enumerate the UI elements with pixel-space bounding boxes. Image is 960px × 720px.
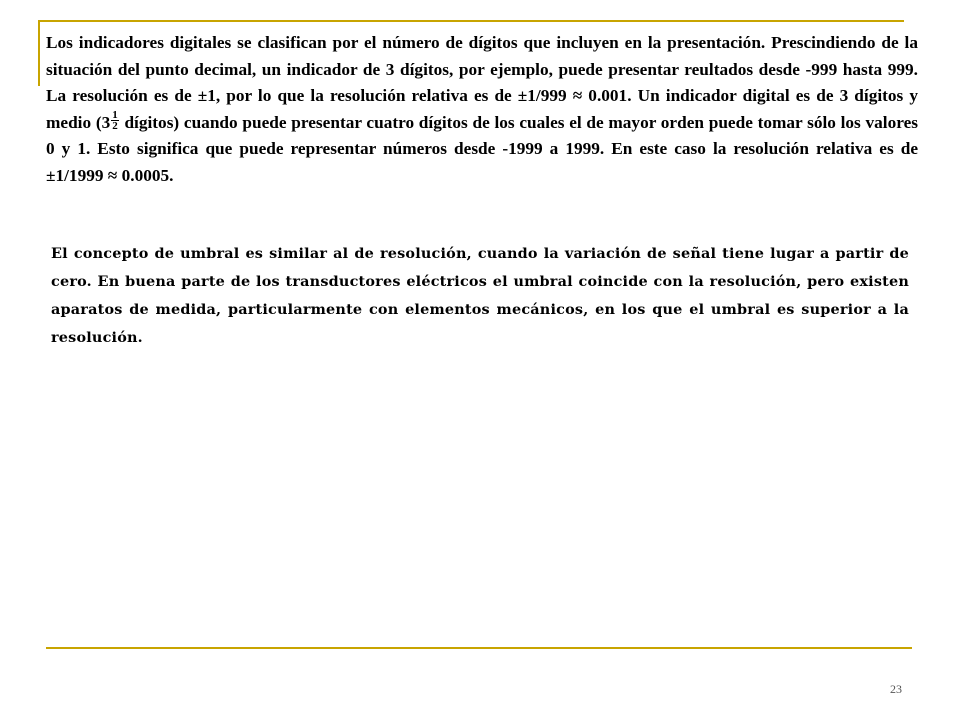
one-half-fraction	[111, 110, 119, 131]
digital-indicators-paragraph	[46, 30, 918, 189]
fraction-denominator: 2	[112, 120, 118, 133]
page-number: 23	[890, 682, 902, 696]
para1-line: Los indicadores digitales se clasifican por el número de dígitos que incluyen en la presentación.	[46, 33, 766, 52]
para1-line: de ±1/1999 ≈ 0.0005.	[46, 139, 918, 185]
para1-line: dígitos) cuando puede	[119, 112, 287, 132]
top-divider	[38, 20, 904, 22]
para1-line: presentar reultados desde -999 hasta 999. La resolución es de ±1, por lo que la resolución relativa	[46, 59, 918, 105]
para1-line: Prescindiendo de la situación del punto decimal, un indicador de 3 dígitos, por ejemplo, puede	[46, 33, 919, 79]
para1-line: significa que puede representar números desde -1999 a 1999. En este caso la resolución relativa es	[136, 139, 894, 158]
threshold-paragraph: El concepto de umbral es similar al de resolución, cuando la variación de señal tiene lugar a partir de cero. En buena parte de los transductores eléctricos el umbral coincide con la resolución, pero existen aparatos de medida, particularmente con elementos mecánicos, en los que el umbral es superior a la resolución.	[51, 245, 909, 346]
bottom-divider	[46, 647, 912, 649]
para1-line: presentar cuatro dígitos de los cuales el de mayor orden puede tomar sólo los valores 0 y 1. Esto	[46, 112, 918, 158]
left-accent-bar	[38, 20, 40, 86]
fraction-numerator: 1	[112, 109, 118, 122]
para1-line: es de ±1/999 ≈ 0.001. Un indicador digital es de 3 dígitos y medio (3	[46, 86, 918, 132]
